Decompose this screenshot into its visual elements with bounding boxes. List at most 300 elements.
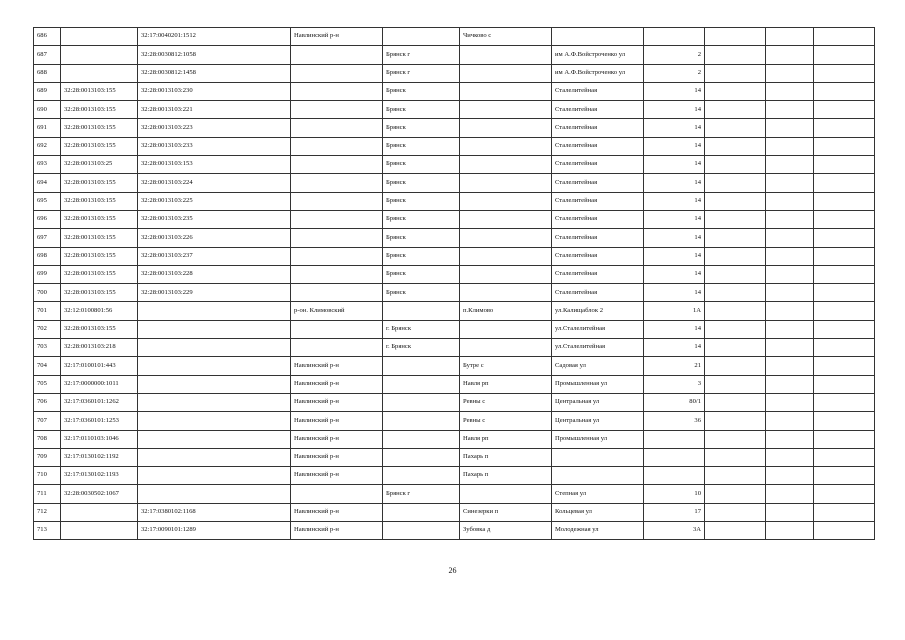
- parent-cadastral-number-cell: 32:28:0013103:155: [61, 101, 138, 119]
- extra-cell-1: [705, 302, 766, 320]
- table-row: [34, 302, 875, 320]
- extra-cell-2: [766, 119, 814, 137]
- extra-cell-3: [814, 265, 875, 283]
- extra-cell-3: [814, 28, 875, 46]
- table-row: [34, 522, 875, 540]
- row-number-cell: 698: [34, 247, 61, 265]
- data-table: [33, 27, 875, 540]
- locality-cell: [460, 210, 552, 228]
- house-number-cell: 14: [644, 82, 705, 100]
- extra-cell-2: [766, 339, 814, 357]
- row-number-cell: 710: [34, 467, 61, 485]
- locality-cell: [460, 320, 552, 338]
- street-cell: Молодежная ул: [552, 522, 644, 540]
- cadastral-number-cell: 32:28:0013103:153: [138, 156, 291, 174]
- cadastral-number-cell: [138, 339, 291, 357]
- table-row: [34, 192, 875, 210]
- extra-cell-2: [766, 64, 814, 82]
- cadastral-number-cell: 32:17:0090101:1289: [138, 522, 291, 540]
- parent-cadastral-number-cell: 32:17:0360101:1253: [61, 412, 138, 430]
- extra-cell-1: [705, 467, 766, 485]
- extra-cell-3: [814, 137, 875, 155]
- district-cell: Навлинский р-н: [291, 448, 383, 466]
- city-cell: [383, 302, 460, 320]
- city-cell: [383, 375, 460, 393]
- table-row: [34, 375, 875, 393]
- extra-cell-1: [705, 210, 766, 228]
- street-cell: ул.Сталелитейная: [552, 320, 644, 338]
- row-number-cell: 708: [34, 430, 61, 448]
- extra-cell-3: [814, 156, 875, 174]
- table-row: [34, 393, 875, 411]
- house-number-cell: 10: [644, 485, 705, 503]
- extra-cell-3: [814, 247, 875, 265]
- table-row: [34, 247, 875, 265]
- house-number-cell: 14: [644, 156, 705, 174]
- parent-cadastral-number-cell: 32:28:0013103:155: [61, 320, 138, 338]
- locality-cell: [460, 64, 552, 82]
- locality-cell: п.Климово: [460, 302, 552, 320]
- extra-cell-3: [814, 503, 875, 521]
- street-cell: Промышленная ул: [552, 430, 644, 448]
- extra-cell-3: [814, 467, 875, 485]
- extra-cell-3: [814, 320, 875, 338]
- cadastral-number-cell: 32:28:0013103:221: [138, 101, 291, 119]
- cadastral-number-cell: 32:28:0013103:226: [138, 229, 291, 247]
- city-cell: [383, 448, 460, 466]
- district-cell: Навлинский р-н: [291, 375, 383, 393]
- street-cell: Центральная ул: [552, 393, 644, 411]
- cadastral-number-cell: [138, 393, 291, 411]
- district-cell: [291, 192, 383, 210]
- cadastral-number-cell: 32:17:0380102:1168: [138, 503, 291, 521]
- city-cell: Брянск: [383, 137, 460, 155]
- row-number-cell: 705: [34, 375, 61, 393]
- street-cell: Сталелитейная: [552, 119, 644, 137]
- parent-cadastral-number-cell: 32:28:0013103:218: [61, 339, 138, 357]
- extra-cell-1: [705, 522, 766, 540]
- extra-cell-1: [705, 82, 766, 100]
- parent-cadastral-number-cell: 32:28:0013103:155: [61, 137, 138, 155]
- district-cell: [291, 247, 383, 265]
- extra-cell-2: [766, 430, 814, 448]
- extra-cell-2: [766, 210, 814, 228]
- locality-cell: [460, 46, 552, 64]
- row-number-cell: 692: [34, 137, 61, 155]
- house-number-cell: 14: [644, 284, 705, 302]
- parent-cadastral-number-cell: 32:12:0100801:56: [61, 302, 138, 320]
- house-number-cell: [644, 467, 705, 485]
- row-number-cell: 689: [34, 82, 61, 100]
- extra-cell-2: [766, 412, 814, 430]
- cadastral-number-cell: 32:28:0013103:237: [138, 247, 291, 265]
- parent-cadastral-number-cell: 32:28:0013103:155: [61, 265, 138, 283]
- locality-cell: [460, 174, 552, 192]
- street-cell: Сталелитейная: [552, 265, 644, 283]
- district-cell: Навлинский р-н: [291, 393, 383, 411]
- parent-cadastral-number-cell: 32:17:0110103:1046: [61, 430, 138, 448]
- district-cell: [291, 485, 383, 503]
- extra-cell-1: [705, 412, 766, 430]
- parent-cadastral-number-cell: [61, 46, 138, 64]
- extra-cell-2: [766, 302, 814, 320]
- extra-cell-2: [766, 101, 814, 119]
- city-cell: [383, 357, 460, 375]
- district-cell: Навлинский р-н: [291, 28, 383, 46]
- locality-cell: [460, 119, 552, 137]
- house-number-cell: 36: [644, 412, 705, 430]
- district-cell: Навлинский р-н: [291, 503, 383, 521]
- city-cell: Брянск: [383, 174, 460, 192]
- extra-cell-2: [766, 174, 814, 192]
- parent-cadastral-number-cell: [61, 64, 138, 82]
- extra-cell-1: [705, 119, 766, 137]
- cadastral-number-cell: [138, 430, 291, 448]
- cadastral-number-cell: 32:28:0030812:1058: [138, 46, 291, 64]
- extra-cell-1: [705, 28, 766, 46]
- row-number-cell: 702: [34, 320, 61, 338]
- house-number-cell: [644, 448, 705, 466]
- extra-cell-1: [705, 64, 766, 82]
- extra-cell-2: [766, 467, 814, 485]
- extra-cell-3: [814, 210, 875, 228]
- district-cell: Навлинский р-н: [291, 467, 383, 485]
- extra-cell-2: [766, 46, 814, 64]
- district-cell: [291, 64, 383, 82]
- cadastral-number-cell: 32:28:0013103:223: [138, 119, 291, 137]
- extra-cell-2: [766, 156, 814, 174]
- extra-cell-2: [766, 393, 814, 411]
- table-row: [34, 503, 875, 521]
- district-cell: [291, 119, 383, 137]
- street-cell: Сталелитейная: [552, 174, 644, 192]
- extra-cell-2: [766, 137, 814, 155]
- row-number-cell: 686: [34, 28, 61, 46]
- extra-cell-1: [705, 284, 766, 302]
- house-number-cell: 14: [644, 210, 705, 228]
- house-number-cell: [644, 430, 705, 448]
- extra-cell-3: [814, 46, 875, 64]
- parent-cadastral-number-cell: 32:28:0013103:155: [61, 82, 138, 100]
- row-number-cell: 690: [34, 101, 61, 119]
- city-cell: [383, 522, 460, 540]
- extra-cell-3: [814, 375, 875, 393]
- street-cell: [552, 467, 644, 485]
- cadastral-number-cell: 32:28:0013103:230: [138, 82, 291, 100]
- cadastral-number-cell: 32:28:0013103:235: [138, 210, 291, 228]
- district-cell: [291, 82, 383, 100]
- locality-cell: [460, 339, 552, 357]
- parent-cadastral-number-cell: [61, 522, 138, 540]
- table-row: [34, 119, 875, 137]
- extra-cell-3: [814, 393, 875, 411]
- locality-cell: Пахарь п: [460, 467, 552, 485]
- extra-cell-1: [705, 375, 766, 393]
- extra-cell-1: [705, 46, 766, 64]
- city-cell: Брянск: [383, 229, 460, 247]
- table-row: [34, 156, 875, 174]
- parent-cadastral-number-cell: 32:17:0100101:443: [61, 357, 138, 375]
- extra-cell-3: [814, 302, 875, 320]
- parent-cadastral-number-cell: 32:28:0013103:155: [61, 210, 138, 228]
- street-cell: Сталелитейная: [552, 284, 644, 302]
- parent-cadastral-number-cell: 32:28:0013103:155: [61, 174, 138, 192]
- street-cell: Сталелитейная: [552, 101, 644, 119]
- street-cell: Центральная ул: [552, 412, 644, 430]
- street-cell: Промышленная ул: [552, 375, 644, 393]
- table-row: [34, 448, 875, 466]
- city-cell: Брянск: [383, 247, 460, 265]
- extra-cell-1: [705, 137, 766, 155]
- locality-cell: [460, 137, 552, 155]
- street-cell: [552, 28, 644, 46]
- row-number-cell: 701: [34, 302, 61, 320]
- house-number-cell: 1А: [644, 302, 705, 320]
- extra-cell-1: [705, 339, 766, 357]
- city-cell: Брянск: [383, 210, 460, 228]
- city-cell: [383, 430, 460, 448]
- city-cell: г. Брянск: [383, 339, 460, 357]
- locality-cell: [460, 82, 552, 100]
- row-number-cell: 712: [34, 503, 61, 521]
- locality-cell: [460, 284, 552, 302]
- row-number-cell: 706: [34, 393, 61, 411]
- parent-cadastral-number-cell: 32:17:0360101:1262: [61, 393, 138, 411]
- parent-cadastral-number-cell: [61, 28, 138, 46]
- extra-cell-1: [705, 320, 766, 338]
- extra-cell-1: [705, 503, 766, 521]
- extra-cell-3: [814, 412, 875, 430]
- district-cell: Навлинский р-н: [291, 412, 383, 430]
- cadastral-number-cell: [138, 485, 291, 503]
- extra-cell-2: [766, 485, 814, 503]
- parent-cadastral-number-cell: 32:28:0013103:155: [61, 247, 138, 265]
- locality-cell: [460, 247, 552, 265]
- cadastral-number-cell: 32:28:0030812:1458: [138, 64, 291, 82]
- city-cell: Брянск г: [383, 64, 460, 82]
- city-cell: Брянск: [383, 101, 460, 119]
- house-number-cell: 14: [644, 265, 705, 283]
- district-cell: р-он. Климовский: [291, 302, 383, 320]
- locality-cell: Навля рп: [460, 430, 552, 448]
- city-cell: [383, 393, 460, 411]
- cadastral-number-cell: [138, 412, 291, 430]
- extra-cell-3: [814, 174, 875, 192]
- parent-cadastral-number-cell: 32:28:0013103:25: [61, 156, 138, 174]
- table-row: [34, 430, 875, 448]
- city-cell: [383, 503, 460, 521]
- extra-cell-1: [705, 357, 766, 375]
- house-number-cell: 14: [644, 320, 705, 338]
- row-number-cell: 704: [34, 357, 61, 375]
- locality-cell: Ревны с: [460, 412, 552, 430]
- parent-cadastral-number-cell: 32:28:0013103:155: [61, 119, 138, 137]
- table-row: [34, 46, 875, 64]
- street-cell: Сталелитейная: [552, 229, 644, 247]
- parent-cadastral-number-cell: 32:17:0000000:1011: [61, 375, 138, 393]
- district-cell: [291, 46, 383, 64]
- extra-cell-3: [814, 64, 875, 82]
- extra-cell-3: [814, 82, 875, 100]
- district-cell: [291, 339, 383, 357]
- house-number-cell: 14: [644, 247, 705, 265]
- extra-cell-3: [814, 522, 875, 540]
- district-cell: [291, 174, 383, 192]
- house-number-cell: 2: [644, 46, 705, 64]
- house-number-cell: 14: [644, 339, 705, 357]
- house-number-cell: 3А: [644, 522, 705, 540]
- street-cell: [552, 448, 644, 466]
- cadastral-number-cell: [138, 467, 291, 485]
- extra-cell-3: [814, 119, 875, 137]
- parent-cadastral-number-cell: 32:28:0013103:155: [61, 192, 138, 210]
- street-cell: Сталелитейная: [552, 82, 644, 100]
- extra-cell-1: [705, 156, 766, 174]
- extra-cell-2: [766, 375, 814, 393]
- house-number-cell: [644, 28, 705, 46]
- extra-cell-2: [766, 247, 814, 265]
- extra-cell-2: [766, 265, 814, 283]
- extra-cell-2: [766, 229, 814, 247]
- table-body: [34, 28, 875, 540]
- street-cell: Садовая ул: [552, 357, 644, 375]
- table-row: [34, 229, 875, 247]
- locality-cell: [460, 485, 552, 503]
- locality-cell: Бутре с: [460, 357, 552, 375]
- district-cell: Навлинский р-н: [291, 357, 383, 375]
- city-cell: Брянск: [383, 284, 460, 302]
- district-cell: [291, 210, 383, 228]
- locality-cell: [460, 265, 552, 283]
- extra-cell-2: [766, 320, 814, 338]
- house-number-cell: 3: [644, 375, 705, 393]
- district-cell: [291, 101, 383, 119]
- district-cell: [291, 265, 383, 283]
- street-cell: Степная ул: [552, 485, 644, 503]
- parent-cadastral-number-cell: 32:28:0030502:1067: [61, 485, 138, 503]
- house-number-cell: 14: [644, 229, 705, 247]
- street-cell: Сталелитейная: [552, 156, 644, 174]
- extra-cell-1: [705, 393, 766, 411]
- cadastral-number-cell: 32:17:0040201:1512: [138, 28, 291, 46]
- extra-cell-3: [814, 430, 875, 448]
- district-cell: [291, 320, 383, 338]
- cadastral-number-cell: 32:28:0013103:225: [138, 192, 291, 210]
- parent-cadastral-number-cell: 32:17:0130102:1193: [61, 467, 138, 485]
- house-number-cell: 14: [644, 119, 705, 137]
- locality-cell: Синезерки п: [460, 503, 552, 521]
- city-cell: Брянск: [383, 192, 460, 210]
- city-cell: Брянск: [383, 82, 460, 100]
- table-row: [34, 412, 875, 430]
- extra-cell-3: [814, 339, 875, 357]
- row-number-cell: 713: [34, 522, 61, 540]
- row-number-cell: 707: [34, 412, 61, 430]
- street-cell: Сталелитейная: [552, 137, 644, 155]
- street-cell: Сталелитейная: [552, 192, 644, 210]
- city-cell: [383, 28, 460, 46]
- extra-cell-3: [814, 284, 875, 302]
- cadastral-number-cell: 32:28:0013103:228: [138, 265, 291, 283]
- cadastral-number-cell: 32:28:0013103:233: [138, 137, 291, 155]
- street-cell: ул.Сталелитейная: [552, 339, 644, 357]
- extra-cell-2: [766, 82, 814, 100]
- table-row: [34, 82, 875, 100]
- extra-cell-2: [766, 28, 814, 46]
- extra-cell-2: [766, 284, 814, 302]
- district-cell: [291, 137, 383, 155]
- locality-cell: Зубовка д: [460, 522, 552, 540]
- table-row: [34, 174, 875, 192]
- cadastral-number-cell: [138, 357, 291, 375]
- table-row: [34, 485, 875, 503]
- table-row: [34, 137, 875, 155]
- locality-cell: Навля рп: [460, 375, 552, 393]
- house-number-cell: 14: [644, 174, 705, 192]
- extra-cell-1: [705, 247, 766, 265]
- locality-cell: [460, 101, 552, 119]
- row-number-cell: 711: [34, 485, 61, 503]
- extra-cell-3: [814, 357, 875, 375]
- extra-cell-3: [814, 192, 875, 210]
- city-cell: [383, 412, 460, 430]
- extra-cell-3: [814, 101, 875, 119]
- cadastral-number-cell: [138, 320, 291, 338]
- house-number-cell: 14: [644, 192, 705, 210]
- table-row: [34, 467, 875, 485]
- locality-cell: [460, 229, 552, 247]
- table-row: [34, 339, 875, 357]
- locality-cell: Пахарь п: [460, 448, 552, 466]
- district-cell: Навлинский р-н: [291, 430, 383, 448]
- city-cell: [383, 467, 460, 485]
- extra-cell-1: [705, 229, 766, 247]
- extra-cell-3: [814, 485, 875, 503]
- extra-cell-1: [705, 430, 766, 448]
- row-number-cell: 691: [34, 119, 61, 137]
- street-cell: Сталелитейная: [552, 210, 644, 228]
- city-cell: Брянск г: [383, 485, 460, 503]
- row-number-cell: 703: [34, 339, 61, 357]
- extra-cell-1: [705, 192, 766, 210]
- table-row: [34, 210, 875, 228]
- extra-cell-2: [766, 448, 814, 466]
- extra-cell-1: [705, 448, 766, 466]
- locality-cell: Чичково с: [460, 28, 552, 46]
- district-cell: [291, 229, 383, 247]
- extra-cell-3: [814, 229, 875, 247]
- extra-cell-1: [705, 174, 766, 192]
- district-cell: [291, 156, 383, 174]
- parent-cadastral-number-cell: 32:28:0013103:155: [61, 229, 138, 247]
- table-row: [34, 284, 875, 302]
- row-number-cell: 699: [34, 265, 61, 283]
- extra-cell-2: [766, 522, 814, 540]
- extra-cell-1: [705, 485, 766, 503]
- cadastral-number-cell: [138, 448, 291, 466]
- row-number-cell: 695: [34, 192, 61, 210]
- table-row: [34, 28, 875, 46]
- table-row: [34, 64, 875, 82]
- row-number-cell: 694: [34, 174, 61, 192]
- locality-cell: Ревны с: [460, 393, 552, 411]
- extra-cell-2: [766, 192, 814, 210]
- city-cell: Брянск: [383, 265, 460, 283]
- street-cell: ул.Калищаблок 2: [552, 302, 644, 320]
- row-number-cell: 696: [34, 210, 61, 228]
- extra-cell-3: [814, 448, 875, 466]
- street-cell: Сталелитейная: [552, 247, 644, 265]
